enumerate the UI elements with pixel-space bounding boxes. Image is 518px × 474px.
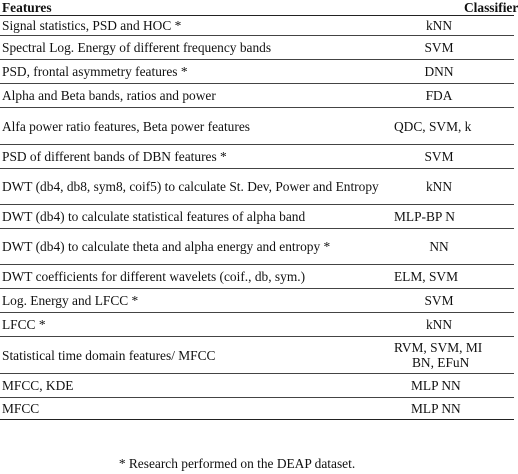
feature-cell: Alpha and Beta bands, ratios and power	[0, 84, 394, 108]
classifier-cell	[394, 36, 514, 60]
table-row	[0, 398, 514, 420]
classifier-cell	[394, 16, 514, 36]
feature-cell: Spectral Log. Energy of different frequency bands	[0, 36, 394, 60]
classifier-value-line1: RVM, SVM, MI	[394, 340, 483, 355]
feature-cell: DWT (db4) to calculate theta and alpha energy and entropy *	[0, 229, 394, 265]
classifier-cell	[394, 374, 514, 398]
table-row	[0, 145, 514, 169]
feature-cell: PSD of different bands of DBN features *	[0, 145, 394, 169]
table-row	[0, 265, 514, 289]
table-row	[0, 337, 514, 374]
classifier-value: QDC, SVM, k	[394, 118, 472, 134]
feature-cell: DWT coefficients for different wavelets (coif., db, sym.)	[0, 265, 394, 289]
classifier-cell	[394, 60, 514, 84]
classifier-cell	[394, 145, 514, 169]
feature-cell: LFCC *	[0, 313, 394, 337]
table-row	[0, 374, 514, 398]
table-row	[0, 84, 514, 108]
table-row	[0, 289, 514, 313]
classifier-value: SVM	[424, 149, 454, 164]
classifier-value: SVM	[424, 40, 454, 55]
classifier-cell	[394, 84, 514, 108]
classifier-value: kNN	[425, 179, 453, 194]
features-column-header: Features	[0, 0, 394, 16]
table-row	[0, 313, 514, 337]
classifier-cell	[394, 108, 514, 145]
feature-cell: Log. Energy and LFCC *	[0, 289, 394, 313]
feature-cell: Signal statistics, PSD and HOC *	[0, 16, 394, 36]
feature-cell: Statistical time domain features/ MFCC	[0, 337, 394, 374]
classifier-value: MLP NN	[411, 378, 461, 393]
table-row	[0, 229, 514, 265]
classifier-cell	[394, 289, 514, 313]
classifier-cell	[394, 398, 514, 420]
classifier-value: kNN	[425, 18, 453, 33]
classifier-value: NN	[429, 239, 449, 254]
classifier-value: kNN	[425, 317, 453, 332]
table-row	[0, 205, 514, 229]
feature-cell: MFCC, KDE	[0, 374, 394, 398]
table-footnote: * Research performed on the DEAP dataset.	[118, 456, 356, 471]
table-header-row	[0, 0, 514, 16]
classifier-value: ELM, SVM	[394, 269, 458, 284]
classifier-cell	[394, 313, 514, 337]
feature-cell: PSD, frontal asymmetry features *	[0, 60, 394, 84]
classifier-value: SVM	[424, 293, 454, 308]
classifier-value: MLP-BP N	[394, 209, 455, 224]
feature-cell: MFCC	[0, 398, 394, 420]
feature-cell: DWT (db4, db8, sym8, coif5) to calculate St. Dev, Power and Entropy	[0, 169, 394, 205]
classifier-column-header: Classifier	[394, 0, 514, 16]
table-row	[0, 169, 514, 205]
classifier-cell	[394, 337, 514, 374]
classifier-value: FDA	[425, 88, 453, 103]
classifier-cell	[394, 205, 514, 229]
table-row	[0, 16, 514, 36]
feature-cell: Alfa power ratio features, Beta power features	[0, 108, 394, 145]
classifier-value: DNN	[424, 64, 454, 79]
classifier-value-line2: BN, EFuN	[412, 355, 470, 370]
classifier-value: MLP NN	[411, 401, 461, 416]
classifier-cell	[394, 229, 514, 265]
classifier-cell	[394, 265, 514, 289]
table-row	[0, 60, 514, 84]
feature-cell: DWT (db4) to calculate statistical features of alpha band	[0, 205, 394, 229]
table-row	[0, 108, 514, 145]
classifier-cell	[394, 169, 514, 205]
table-row	[0, 36, 514, 60]
